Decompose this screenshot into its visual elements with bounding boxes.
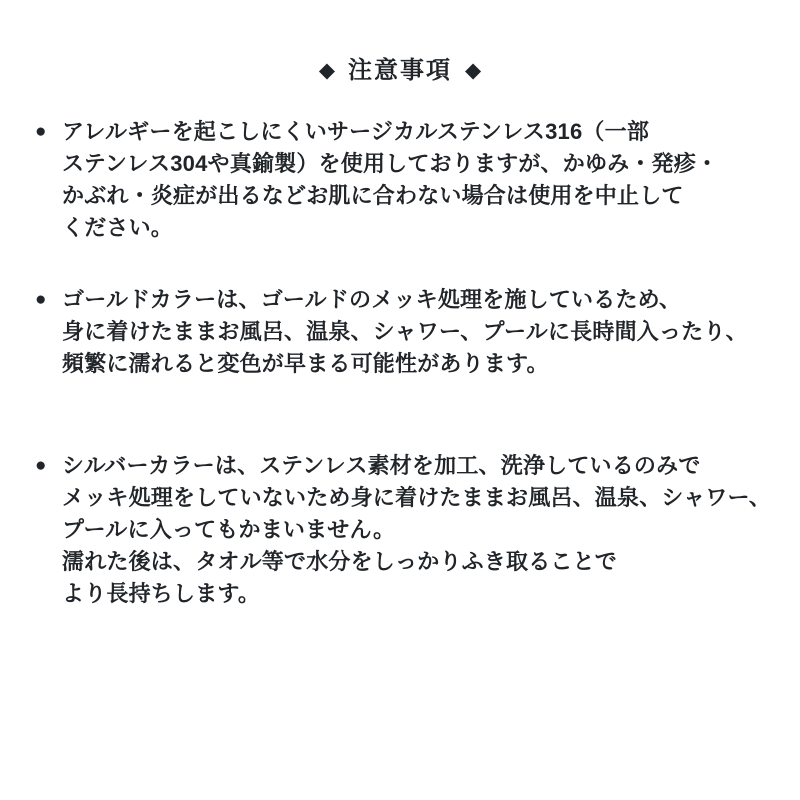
notice-line: 身に着けたままお風呂、温泉、シャワー、プールに長時間入ったり、	[62, 319, 748, 344]
bullet-circle-icon: ●	[35, 455, 47, 476]
notice-item-gold-color	[0, 284, 800, 380]
page-title	[0, 0, 800, 87]
notice-line: メッキ処理をしていないため身に着けたままお風呂、温泉、シャワー、	[62, 485, 772, 510]
notice-text-silver-color	[62, 450, 771, 610]
diamond-right-icon: ◆	[465, 59, 482, 82]
notice-line: ゴールドカラーは、ゴールドのメッキ処理を施しているため、	[62, 287, 682, 312]
notice-line: より長持ちします。	[62, 581, 261, 606]
diamond-left-icon: ◆	[318, 59, 335, 82]
notice-item-allergy	[0, 116, 800, 244]
notice-line: ステンレス304や真鍮製）を使用しておりますが、かゆみ・発疹・	[62, 151, 719, 176]
notice-line: 頻繁に濡れると変色が早まる可能性があります。	[62, 351, 549, 376]
notice-line: アレルギーを起こしにくいサージカルステンレス316（一部	[62, 119, 650, 144]
notice-line: 濡れた後は、タオル等で水分をしっかりふき取ることで	[62, 549, 618, 574]
notice-text-gold-color	[62, 284, 748, 380]
notice-line: シルバーカラーは、ステンレス素材を加工、洗浄しているのみで	[62, 453, 701, 478]
notice-line: ください。	[62, 215, 174, 240]
notice-item-silver-color	[0, 450, 800, 610]
notice-line: プールに入ってもかまいません。	[62, 517, 396, 542]
notice-text-allergy	[62, 116, 718, 244]
bullet-circle-icon: ●	[35, 121, 47, 142]
bullet-circle-icon: ●	[35, 289, 47, 310]
notice-line: かぶれ・炎症が出るなどお肌に合わない場合は使用を中止して	[62, 183, 684, 208]
page-title-text: 注意事項	[348, 57, 452, 84]
